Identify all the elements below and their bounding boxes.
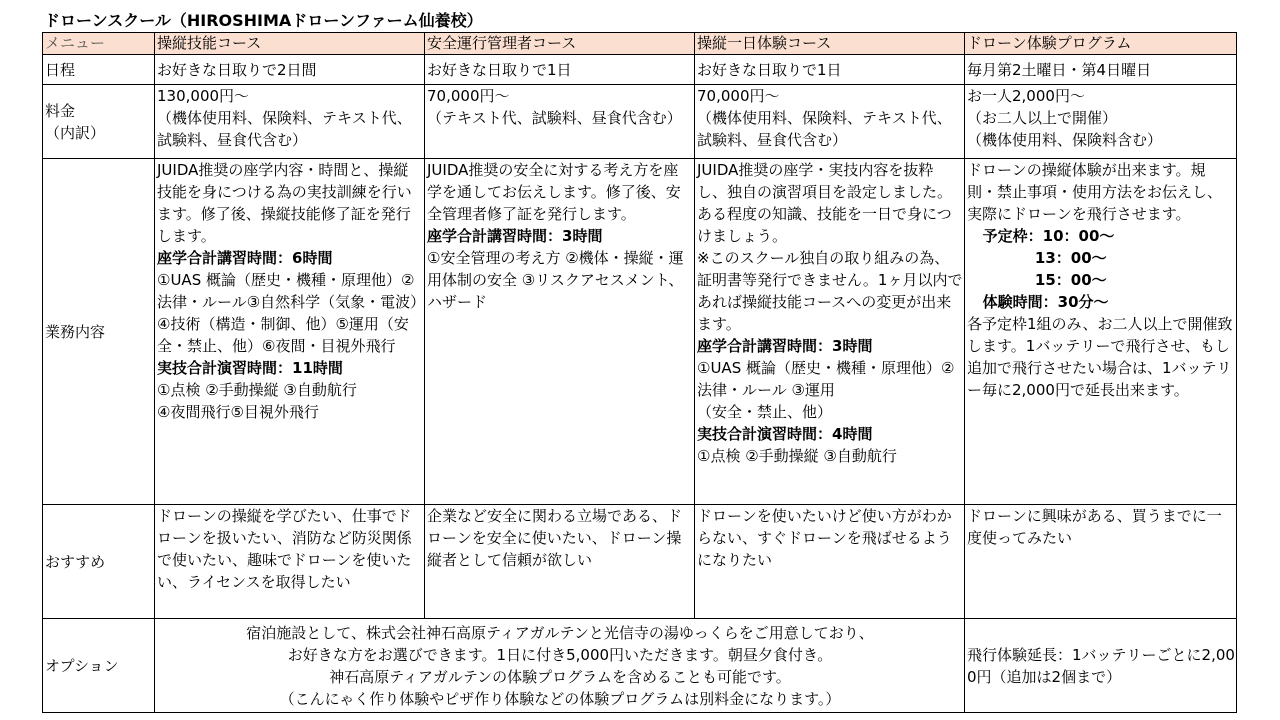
content-label: 業務内容: [43, 159, 155, 505]
option-label: オプション: [43, 619, 155, 713]
schedule-course3: お好きな日取りで1日: [695, 55, 965, 85]
content-course2-intro: JUIDA推奨の安全に対する考え方を座学を通してお伝えします。修了後、安全管理者修了証を発行します。: [427, 161, 681, 223]
header-menu: メニュー: [43, 33, 155, 55]
content-course1: [155, 159, 425, 505]
content-course1-intro: JUIDA推奨の座学内容・時間と、操縦技能を身につける為の実技訓練を行います。修了後、操縦技能修了証を発行します。: [157, 161, 412, 245]
course-table: [42, 32, 1237, 713]
recommend-course2: 企業など安全に関わる立場である、ドローンを安全に使いたい、ドローン操縦者として信頼が欲しい: [425, 505, 695, 619]
schedule-label: 日程: [43, 55, 155, 85]
content-course3: [695, 159, 965, 505]
fee-course1: 130,000円～ （機体使用料、保険料、テキスト代、試験料、昼食代含む）: [155, 85, 425, 159]
content-course2: [425, 159, 695, 505]
option-course4: 飛行体験延長：1バッテリーごとに2,000円（追加は2個まで）: [965, 619, 1237, 713]
header-course2: 安全運行管理者コース: [425, 33, 695, 55]
content-course3-practice-body: ①点検 ②手動操縦 ③自動航行: [697, 447, 897, 465]
recommend-course4: ドローンに興味がある、買うまでに一度使ってみたい: [965, 505, 1237, 619]
recommend-row: [43, 505, 1237, 619]
content-course3-lecture-body: ①UAS 概論（歴史・機種・原理他）②法律・ルール ③運用 （安全・禁止、他）: [697, 359, 955, 421]
content-course1-lecture-heading: 座学合計講習時間：6時間: [157, 249, 333, 267]
content-course4: [965, 159, 1237, 505]
fee-course2: 70,000円～ （テキスト代、試験料、昼食代含む）: [425, 85, 695, 159]
fee-row: [43, 85, 1237, 159]
content-course2-lecture-body: ①安全管理の考え方 ②機体・操縦・運用体制の安全 ③リスクアセスメント、ハザード: [427, 249, 684, 311]
content-row: [43, 159, 1237, 505]
content-course3-intro: JUIDA推奨の座学・実技内容を抜粋し、独自の演習項目を設定しました。ある程度の知識、技能を一日で身につけましょう。 ※このスクール独自の取り組みの為、証明書等発行できません。1ヶ月以内であれば操縦技能コースへの変更が出来ます。: [697, 161, 963, 333]
fee-label: 料金 （内訳）: [43, 85, 155, 159]
header-course3: 操縦一日体験コース: [695, 33, 965, 55]
option-row: [43, 619, 1237, 713]
header-row: [43, 33, 1237, 55]
content-course1-lecture-body: ①UAS 概論（歴史・機種・原理他）②法律・ルール③自然科学（気象・電波）④技術（構造・制御、他）⑤運用（安全・禁止、他）⑥夜間・目視外飛行: [157, 271, 418, 355]
content-course4-intro: ドローンの操縦体験が出来ます。規則・禁止事項・使用方法をお伝えし、実際にドローンを飛行させます。: [967, 161, 1223, 223]
content-course4-duration: 体験時間：30分～: [967, 293, 1109, 311]
content-course3-lecture-heading: 座学合計講習時間：3時間: [697, 337, 873, 355]
schedule-course2: お好きな日取りで1日: [425, 55, 695, 85]
content-course1-practice-heading: 実技合計演習時間：11時間: [157, 359, 343, 377]
schedule-course1: お好きな日取りで2日間: [155, 55, 425, 85]
content-course4-slots: 予定枠：10：00～ 13：00～ 15：00～: [982, 227, 1115, 289]
content-course1-practice-body: ①点検 ②手動操縦 ③自動航行 ④夜間飛行⑤目視外飛行: [157, 381, 357, 421]
schedule-row: [43, 55, 1237, 85]
page-title: ドローンスクール（HIROSHIMAドローンファーム仙養校）: [44, 11, 483, 30]
schedule-course4: 毎月第2土曜日・第4日曜日: [965, 55, 1237, 85]
content-course2-lecture-heading: 座学合計講習時間：3時間: [427, 227, 603, 245]
content-course3-practice-heading: 実技合計演習時間：4時間: [697, 425, 873, 443]
recommend-course1: ドローンの操縦を学びたい、仕事でドローンを扱いたい、消防など防災関係で使いたい、趣味でドローンを使いたい、ライセンスを取得したい: [155, 505, 425, 619]
header-course4: ドローン体験プログラム: [965, 33, 1237, 55]
fee-course3: 70,000円～ （機体使用料、保険料、テキスト代、試験料、昼食代含む）: [695, 85, 965, 159]
option-main: 宿泊施設として、株式会社神石高原ティアガルテンと光信寺の湯ゆっくらをご用意しており、 お好きな方をお選びできます。1日に付き5,000円いただきます。朝昼夕食付き。 神石高原ティアガルテンの体験プログラムを含めることも可能です。 （こんにゃく作り体験やピザ作り体験などの体験プログラムは別料金になります。）: [155, 619, 965, 713]
recommend-course3: ドローンを使いたいけど使い方がわからない、すぐドローンを飛ばせるようになりたい: [695, 505, 965, 619]
recommend-label: おすすめ: [43, 505, 155, 619]
header-course1: 操縦技能コース: [155, 33, 425, 55]
fee-course4: お一人2,000円～ （お二人以上で開催） （機体使用料、保険料含む）: [965, 85, 1237, 159]
content-course4-note: 各予定枠1組のみ、お二人以上で開催致します。1バッテリーで飛行させ、もし追加で飛行させたい場合は、1バッテリー毎に2,000円で延長出来ます。: [967, 315, 1233, 399]
